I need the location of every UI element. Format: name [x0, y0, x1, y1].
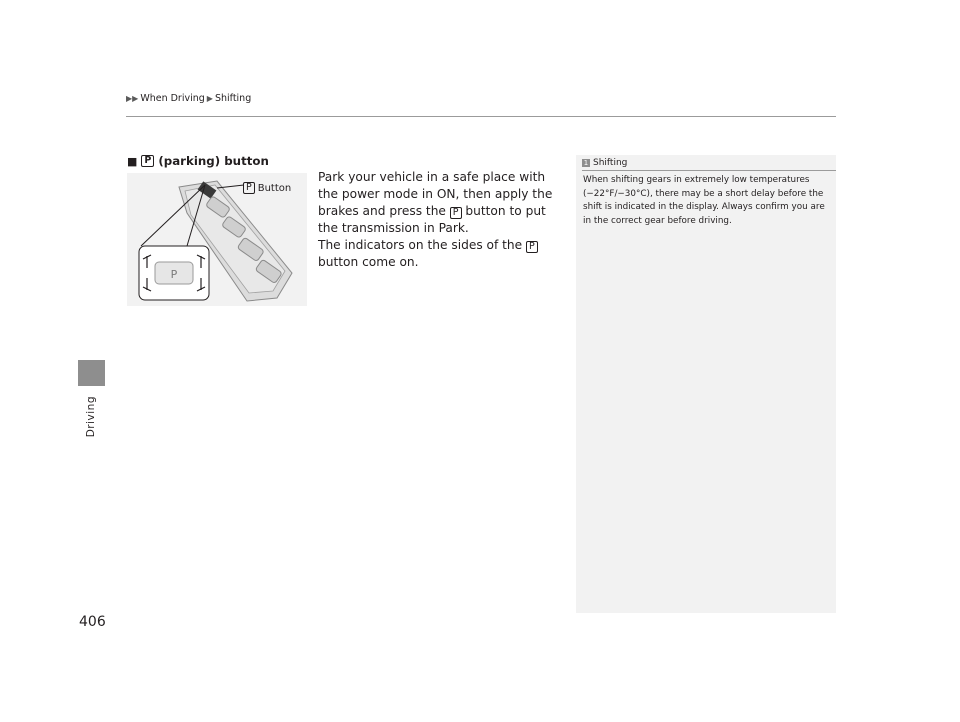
note-title: Shifting	[593, 158, 628, 168]
key-symbol: P	[450, 207, 462, 219]
page-number: 406	[79, 614, 106, 630]
note-divider	[582, 170, 836, 171]
section-title-text: (parking) button	[158, 154, 269, 168]
triangle-icon: ▶	[206, 94, 213, 103]
side-tab-label: Driving	[85, 396, 97, 438]
breadcrumb	[126, 93, 251, 104]
key-symbol: P	[243, 182, 255, 194]
figure-callout-text: Button	[257, 182, 292, 194]
key-symbol: P	[141, 155, 154, 167]
paragraph: Park your vehicle in a safe place with the power mode in ON, then apply the brakes and press the P button to put the transmission in Park.	[318, 170, 553, 235]
section-title	[127, 154, 269, 168]
body-text	[318, 169, 562, 271]
note-header	[582, 158, 627, 168]
figure-callout	[243, 182, 291, 194]
square-bullet-icon: ■	[127, 154, 138, 168]
breadcrumb-item[interactable]: Shifting	[214, 93, 252, 104]
triangle-icon: ▶▶	[126, 94, 139, 103]
side-tab-marker	[78, 360, 105, 386]
header-divider	[126, 116, 836, 117]
key-symbol: P	[526, 241, 538, 253]
inset-key-label: P	[170, 268, 178, 281]
breadcrumb-item[interactable]: When Driving	[140, 93, 205, 104]
note-number-icon: 1	[583, 159, 589, 167]
paragraph: The indicators on the sides of the P button come on.	[318, 237, 562, 271]
note-text: When shifting gears in extremely low temperatures (−22°F/−30°C), there may be a short delay before the shift is indicated in the display. Always confirm you are in the correct gear before driving.	[583, 175, 825, 226]
